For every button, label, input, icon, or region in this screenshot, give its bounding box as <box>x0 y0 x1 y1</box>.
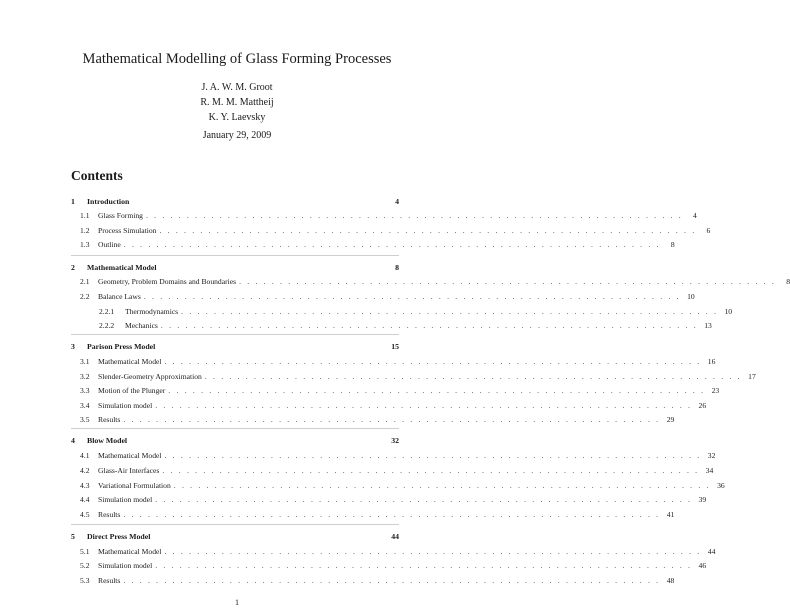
toc-entry-page-number: 41 <box>666 510 675 519</box>
toc-entry-2-2[interactable] <box>71 291 695 303</box>
document-date: January 29, 2009 <box>202 130 272 141</box>
toc-entry-label: Direct Press Model <box>87 532 151 541</box>
toc-dot-leader: . . . . . . . . . . . . . . . . . . . . . . . . . . . . . . . . . . . . . . . . . . . . . . . . . . . . . . . . . . . . . . . . . . <box>204 372 742 381</box>
toc-entry-number: 5.3 <box>80 576 90 585</box>
toc-entry-1-3[interactable] <box>71 239 675 251</box>
toc-dot-leader: . . . . . . . . . . . . . . . . . . . . . . . . . . . . . . . . . . . . . . . . . . . . . . . . . . . . . . . . . . . . . . . . . . <box>159 226 697 235</box>
page-number-footer: 1 <box>235 598 239 607</box>
toc-entry-number: 4.4 <box>80 495 90 504</box>
toc-entry-label: Glass Forming <box>98 211 143 220</box>
toc-entry-page-number: 15 <box>391 342 399 351</box>
toc-entry-label: Thermodynamics <box>125 307 179 316</box>
toc-entry-label: Mechanics <box>125 321 158 330</box>
toc-entry-1-2[interactable] <box>71 225 711 237</box>
toc-entry-1-1[interactable] <box>71 210 697 222</box>
toc-entry-3-1[interactable] <box>71 356 716 368</box>
toc-entry-page-number: 34 <box>705 466 714 475</box>
toc-entry-page-number: 32 <box>391 436 399 445</box>
toc-entry-label: Results <box>98 415 121 424</box>
toc-entry-3-2[interactable] <box>71 371 756 383</box>
toc-dot-leader: . . . . . . . . . . . . . . . . . . . . . . . . . . . . . . . . . . . . . . . . . . . . . . . . . . . . . . . . . . . . . . . . . . <box>164 547 702 556</box>
toc-entry-number: 4.3 <box>80 481 90 490</box>
toc-dot-leader: . . . . . . . . . . . . . . . . . . . . . . . . . . . . . . . . . . . . . . . . . . . . . . . . . . . . . . . . . . . . . . . . . . <box>123 415 661 424</box>
toc-entry-number: 2.2 <box>80 292 90 301</box>
toc-entry-page-number: 8 <box>786 277 790 286</box>
document-title: Mathematical Modelling of Glass Forming Processes <box>82 51 392 67</box>
toc-entry-label: Parison Press Model <box>87 342 156 351</box>
toc-entry-4-3[interactable] <box>71 480 725 492</box>
toc-entry-label: Blow Model <box>87 436 128 445</box>
toc-entry-label: Variational Formulation <box>98 481 171 490</box>
toc-entry-number: 5.1 <box>80 547 90 556</box>
toc-entry-label: Simulation model <box>98 561 153 570</box>
toc-entry-page-number: 8 <box>670 240 675 249</box>
toc-entry-number: 1 <box>71 197 75 206</box>
chapter-separator-rule <box>71 255 399 256</box>
toc-dot-leader: . . . . . . . . . . . . . . . . . . . . . . . . . . . . . . . . . . . . . . . . . . . . . . . . . . . . . . . . . . . . . . . . . . <box>123 576 661 585</box>
toc-entry-4-4[interactable] <box>71 494 707 506</box>
toc-entry-page-number: 39 <box>698 495 707 504</box>
toc-entry-4-2[interactable] <box>71 465 714 477</box>
toc-entry-label: Motion of the Plunger <box>98 386 166 395</box>
toc-dot-leader: . . . . . . . . . . . . . . . . . . . . . . . . . . . . . . . . . . . . . . . . . . . . . . . . . . . . . . . . . . . . . . . . . . <box>123 240 661 249</box>
toc-dot-leader: . . . . . . . . . . . . . . . . . . . . . . . . . . . . . . . . . . . . . . . . . . . . . . . . . . . . . . . . . . . . . . . . . . <box>155 561 693 570</box>
toc-entry-page-number: 4 <box>395 197 399 206</box>
toc-entry-label: Geometry, Problem Domains and Boundaries <box>98 277 237 286</box>
toc-entry-number: 4 <box>71 436 75 445</box>
toc-entry-label: Mathematical Model <box>98 451 162 460</box>
toc-entry-number: 1.2 <box>80 226 90 235</box>
toc-entry-number: 3.4 <box>80 401 90 410</box>
toc-entry-page-number: 36 <box>717 481 725 490</box>
toc-entry-label: Outline <box>98 240 121 249</box>
toc-entry-5[interactable] <box>71 531 399 543</box>
toc-dot-leader: . . . . . . . . . . . . . . . . . . . . . . . . . . . . . . . . . . . . . . . . . . . . . . . . . . . . . . . . . . . . . . . . . . <box>162 466 700 475</box>
toc-dot-leader: . . . . . . . . . . . . . . . . . . . . . . . . . . . . . . . . . . . . . . . . . . . . . . . . . . . . . . . . . . . . . . . . . . <box>123 510 661 519</box>
toc-entry-label: Balance Laws <box>98 292 141 301</box>
toc-entry-label: Results <box>98 576 121 585</box>
toc-entry-page-number: 48 <box>666 576 675 585</box>
toc-entry-page-number: 29 <box>666 415 675 424</box>
toc-dot-leader: . . . . . . . . . . . . . . . . . . . . . . . . . . . . . . . . . . . . . . . . . . . . . . . . . . . . . . . . . . . . . . . . . . <box>160 321 698 330</box>
toc-entry-number: 2.1 <box>80 277 90 286</box>
toc-entry-page-number: 16 <box>707 357 716 366</box>
toc-entry-5-2[interactable] <box>71 560 707 572</box>
toc-entry-label: Mathematical Model <box>98 357 162 366</box>
chapter-separator-rule <box>71 334 399 335</box>
chapter-separator-rule <box>71 428 399 429</box>
toc-entry-page-number: 26 <box>698 401 707 410</box>
toc-entry-2[interactable] <box>71 262 399 274</box>
toc-entry-label: Mathematical Model <box>87 263 157 272</box>
toc-entry-2-2-2[interactable] <box>71 320 712 332</box>
toc-entry-label: Slender-Geometry Approximation <box>98 372 202 381</box>
toc-entry-page-number: 44 <box>391 532 399 541</box>
toc-dot-leader: . . . . . . . . . . . . . . . . . . . . . . . . . . . . . . . . . . . . . . . . . . . . . . . . . . . . . . . . . . . . . . . . . . <box>181 307 719 316</box>
toc-entry-label: Simulation model <box>98 495 153 504</box>
toc-entry-number: 1.3 <box>80 240 90 249</box>
toc-dot-leader: . . . . . . . . . . . . . . . . . . . . . . . . . . . . . . . . . . . . . . . . . . . . . . . . . . . . . . . . . . . . . . . . . . <box>164 451 702 460</box>
toc-dot-leader: . . . . . . . . . . . . . . . . . . . . . . . . . . . . . . . . . . . . . . . . . . . . . . . . . . . . . . . . . . . . . . . . . . <box>164 357 702 366</box>
toc-entry-page-number: 4 <box>693 211 697 220</box>
toc-entry-label: Introduction <box>87 197 130 206</box>
toc-entry-3-5[interactable] <box>71 414 675 426</box>
toc-entry-5-1[interactable] <box>71 546 716 558</box>
contents-heading: Contents <box>71 168 123 183</box>
toc-entry-number: 3.5 <box>80 415 90 424</box>
toc-dot-leader: . . . . . . . . . . . . . . . . . . . . . . . . . . . . . . . . . . . . . . . . . . . . . . . . . . . . . . . . . . . . . . . . . . <box>155 495 693 504</box>
toc-entry-number: 5.2 <box>80 561 90 570</box>
toc-entry-5-3[interactable] <box>71 575 675 587</box>
toc-entry-number: 4.2 <box>80 466 90 475</box>
toc-entry-number: 3.2 <box>80 372 90 381</box>
chapter-separator-rule <box>71 524 399 525</box>
toc-entry-4-5[interactable] <box>71 509 675 521</box>
author-2: R. M. M. Mattheij <box>200 97 274 108</box>
toc-entry-page-number: 10 <box>687 292 695 301</box>
toc-entry-page-number: 23 <box>711 386 720 395</box>
toc-entry-page-number: 8 <box>395 263 399 272</box>
toc-entry-4-1[interactable] <box>71 450 716 462</box>
author-1: J. A. W. M. Groot <box>201 82 273 93</box>
toc-dot-leader: . . . . . . . . . . . . . . . . . . . . . . . . . . . . . . . . . . . . . . . . . . . . . . . . . . . . . . . . . . . . . . . . . . <box>168 386 706 395</box>
toc-dot-leader: . . . . . . . . . . . . . . . . . . . . . . . . . . . . . . . . . . . . . . . . . . . . . . . . . . . . . . . . . . . . . . . . . . <box>173 481 711 490</box>
toc-entry-2-2-1[interactable] <box>71 306 733 318</box>
toc-entry-label: Results <box>98 510 121 519</box>
toc-entry-label: Mathematical Model <box>98 547 162 556</box>
toc-entry-number: 3 <box>71 342 75 351</box>
toc-entry-number: 4.1 <box>80 451 90 460</box>
toc-dot-leader: . . . . . . . . . . . . . . . . . . . . . . . . . . . . . . . . . . . . . . . . . . . . . . . . . . . . . . . . . . . . . . . . . . <box>155 401 693 410</box>
toc-entry-label: Simulation model <box>98 401 153 410</box>
toc-entry-page-number: 13 <box>704 321 712 330</box>
toc-entry-page-number: 44 <box>707 547 716 556</box>
toc-entry-3[interactable] <box>71 341 399 353</box>
toc-entry-number: 4.5 <box>80 510 90 519</box>
toc-entry-1[interactable] <box>71 196 399 208</box>
toc-entry-label: Process Simulation <box>98 226 157 235</box>
toc-entry-page-number: 46 <box>698 561 707 570</box>
toc-entry-page-number: 10 <box>724 307 733 316</box>
toc-entry-page-number: 6 <box>706 226 711 235</box>
toc-entry-number: 2.2.2 <box>99 321 115 330</box>
toc-entry-3-3[interactable] <box>71 385 720 397</box>
toc-entry-4[interactable] <box>71 435 399 447</box>
author-3: K. Y. Laevsky <box>208 112 266 123</box>
toc-entry-page-number: 32 <box>707 451 716 460</box>
toc-entry-number: 5 <box>71 532 75 541</box>
toc-entry-page-number: 17 <box>748 372 756 381</box>
toc-entry-number: 2 <box>71 263 75 272</box>
toc-dot-leader: . . . . . . . . . . . . . . . . . . . . . . . . . . . . . . . . . . . . . . . . . . . . . . . . . . . . . . . . . . . . . . . . . . <box>143 292 681 301</box>
toc-entry-number: 1.1 <box>80 211 90 220</box>
toc-dot-leader: . . . . . . . . . . . . . . . . . . . . . . . . . . . . . . . . . . . . . . . . . . . . . . . . . . . . . . . . . . . . . . . . . . <box>145 211 683 220</box>
toc-entry-3-4[interactable] <box>71 400 707 412</box>
toc-entry-number: 2.2.1 <box>99 307 115 316</box>
toc-entry-number: 3.1 <box>80 357 90 366</box>
toc-dot-leader: . . . . . . . . . . . . . . . . . . . . . . . . . . . . . . . . . . . . . . . . . . . . . . . . . . . . . . . . . . . . . . . . . . <box>239 277 776 286</box>
toc-entry-label: Glass-Air Interfaces <box>98 466 160 475</box>
toc-entry-number: 3.3 <box>80 386 90 395</box>
toc-entry-2-1[interactable] <box>71 276 790 288</box>
